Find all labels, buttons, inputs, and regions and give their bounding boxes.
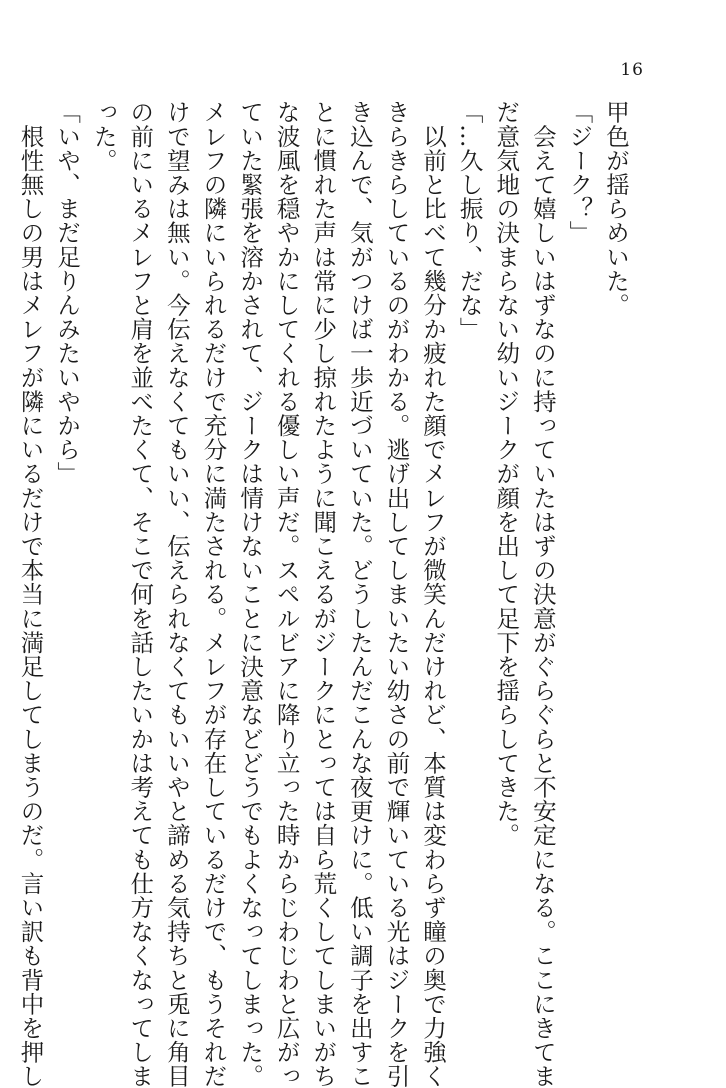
text-line: 「…久し振り、だな」 bbox=[455, 100, 484, 341]
body-text bbox=[12, 100, 634, 1088]
text-line: 甲色が揺らめいた。 bbox=[602, 100, 630, 317]
text-line: 会えて嬉しいはずなのに持っていたはずの決意がぐらぐらと不安定になる。ここにきてま bbox=[528, 100, 557, 1088]
text-line: な波風を穏やかにしてくれる優しい声だ。スペルビアに降り立った時からじわじわと広がっ bbox=[272, 100, 301, 1088]
page-number: 16 bbox=[620, 60, 644, 80]
text-line: の前にいるメレフと肩を並べたくて、そこで何を話したいかは考えても仕方なくなってしま bbox=[126, 100, 155, 1088]
text-line: ていた緊張を溶かされて、ジークは情けないことに決意などどうでもよくなってしまった。 bbox=[236, 100, 265, 1088]
text-line: だ意気地の決まらない幼いジークが顔を出して足下を揺らしてきた。 bbox=[492, 100, 521, 848]
text-line: き込んで、気がつけば一歩近づいていた。どうしたんだこんな夜更けに。低い調子を出すこ bbox=[345, 100, 374, 1088]
text-line: きらきらしているのがわかる。逃げ出してしまいたい幼さの前で輝いている光はジークを引 bbox=[382, 100, 411, 1088]
text-line: けで望みは無い。今伝えなくてもいい、伝えられなくてもいいやと諦める気持ちと兎に角目 bbox=[162, 100, 191, 1088]
text-line: とに慣れた声は常に少し掠れたように聞こえるがジークにとっては自ら荒くしてしまいがち bbox=[309, 100, 338, 1088]
text-line: 以前と比べて幾分か疲れた顔でメレフが微笑んだけれど、本質は変わらず瞳の奥で力強く bbox=[419, 100, 448, 1088]
text-line: 「ジーク？」 bbox=[565, 100, 594, 245]
text-line: メレフの隣にいられるだけで充分に満たされる。メレフが存在しているだけで、もうそれだ bbox=[199, 100, 228, 1088]
text-line: 根性無しの男はメレフが隣にいるだけで本当に満足してしまうのだ。言い訳も背中を押し bbox=[16, 100, 45, 1088]
text-line: 「いや、まだ足りんみたいやから」 bbox=[53, 100, 82, 486]
text-line: った。 bbox=[89, 100, 118, 173]
